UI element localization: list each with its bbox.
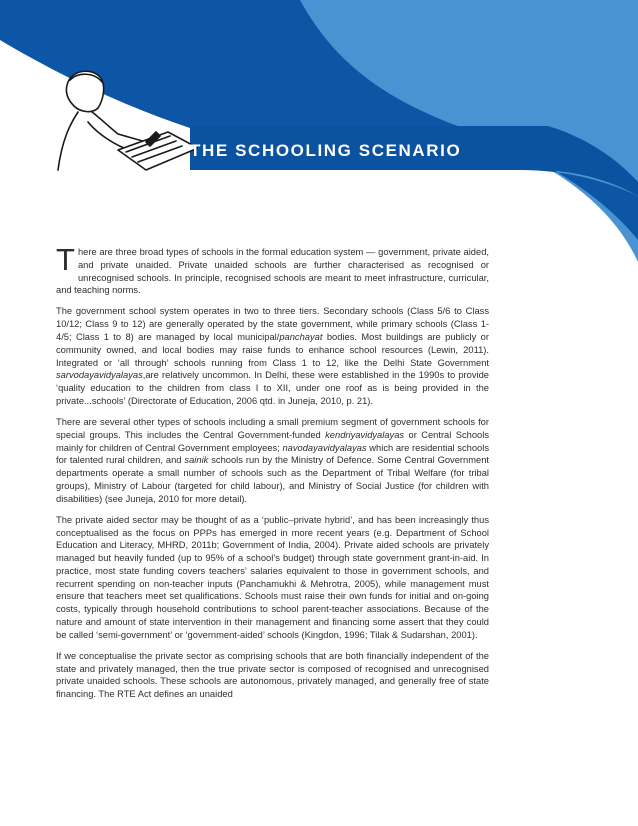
person-writing-icon	[48, 62, 198, 172]
italic-term: panchayat	[279, 331, 323, 342]
drop-cap: T	[56, 242, 75, 277]
text-run: schools run by the Ministry of Defence. Some Central Government departments operate a small number of schools such as the Department of Tribal Welfare (for tribal groups), Ministry of Labour (targeted for child labour), and Ministry of Social Justice (for children with disabilities) (see Juneja, 2010 for more detail).	[56, 455, 489, 504]
italic-term: sainik	[184, 455, 209, 466]
text-run: here are three broad types of schools in the formal education system — government, private aided, and private unaided. Private unaided schools are further characterised as recognised or unrecognised schools. In principle, recognised schools are meant to meet infrastructure, curricular, and teaching norms.	[56, 247, 489, 296]
text-run: ,are relatively uncommon. In Delhi, these were established in the 1990s to provide ‘quality education to the children from class I to XII, under one roof as is being provided in the private...schools’ (Directorate of Education, 2006 qtd. in Juneja, 2010, p. 21).	[56, 370, 489, 406]
italic-term: sarvodayavidyalayas	[56, 370, 143, 381]
page-title: THE SCHOOLING SCENARIO	[190, 141, 462, 160]
text-run: bodies. Most buildings are publicly or community owned, and local bodies may raise funds to enhance school resources (Lewin, 2011). Integrated or ‘all through’ schools running from Class 1 to 12, like the Delhi State Government	[56, 331, 489, 368]
body-paragraph	[56, 416, 489, 506]
body-paragraph	[56, 305, 489, 407]
text-run: which are residential schools for talented rural children, and	[56, 442, 489, 466]
body-paragraph	[56, 514, 489, 642]
text-run: The private aided sector may be thought of as a ‘public–private hybrid’, and has been increasingly thus conceptualised as the focus on PPPs has emerged in more recent years (e.g. Department of School Education and Literacy, MHRD, 2011b; Government of India, 2004). Private aided schools are privately managed but heavily funded (up to 95% of a school’s budget) through state government grant-in-aid. In practice, most state funding covers teachers’ salaries equivalent to those in government schools, and recurrent spending on non-teacher inputs (Panchamukhi & Mehrotra, 2005), while management must ensure that teachers meet set qualifications. Schools must raise their own funds for initial and on-going costs, typically through household contributions to school parent-teacher associations. Because of the nature and amount of state intervention in their management and financing some assert that they could be called ‘semi-government’ or ‘government-aided’ schools (Kingdon, 1996; Tilak & Sudarshan, 2001).	[56, 514, 489, 640]
document-body	[56, 242, 489, 709]
italic-term: navodayavidyalayas	[282, 442, 367, 453]
text-run: The government school system operates in two to three tiers. Secondary schools (Class 5/6 to Class 10/12; Class 9 to 12) are generally operated by the state government, while primary schools (Class 1-4/5; Class 1 to 8) are managed by local municipal/	[56, 306, 489, 342]
body-paragraph	[56, 242, 489, 297]
italic-term: kendriyavidyalayas	[325, 429, 405, 440]
body-paragraph	[56, 650, 489, 701]
text-run: There are several other types of schools including a small premium segment of government schools for special groups. This includes the Central Government-funded	[56, 416, 489, 440]
text-run: or Central Schools mainly for children of Central Government employees;	[56, 429, 489, 453]
text-run: If we conceptualise the private sector as comprising schools that are both financially independent of the state and privately managed, then the true private sector is composed of recognised and unrecognised private unaided schools. These schools are autonomous, privately managed, and generally free of state financing. The RTE Act defines an unaided	[56, 650, 489, 700]
